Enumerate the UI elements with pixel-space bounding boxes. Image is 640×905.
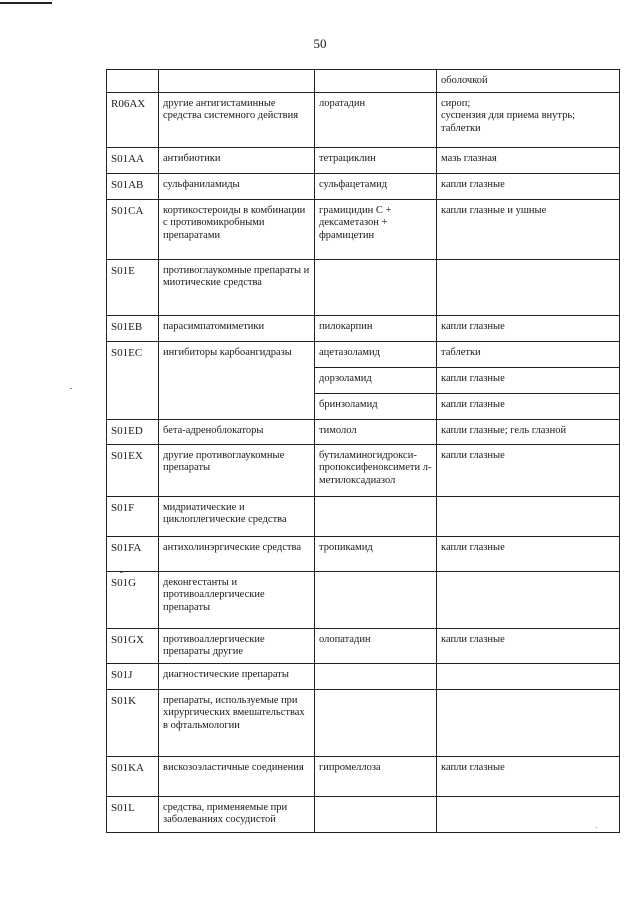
dosage-form: капли глазные — [437, 536, 620, 571]
atc-group-name: кортикостероиды в комбинации с противомикробными препаратами — [159, 199, 315, 259]
table-row — [107, 536, 620, 571]
atc-code: S01EX — [107, 444, 159, 496]
scan-speck — [596, 827, 597, 828]
table-row — [107, 571, 620, 628]
dosage-form — [437, 259, 620, 315]
inn-name: бринзоламид — [315, 393, 437, 419]
inn-name: тропикамид — [315, 536, 437, 571]
atc-group-name: парасимпатомиметики — [159, 315, 315, 341]
dosage-form — [437, 689, 620, 756]
inn-name: лоратадин — [315, 92, 437, 147]
dosage-form: капли глазные — [437, 367, 620, 393]
inn-name: тетрациклин — [315, 147, 437, 173]
table-row — [107, 199, 620, 259]
inn-name: гипромеллоза — [315, 756, 437, 796]
table-row — [107, 419, 620, 444]
table-row — [107, 496, 620, 536]
inn-name — [315, 796, 437, 832]
dosage-form: капли глазные — [437, 628, 620, 663]
dosage-form: капли глазные — [437, 444, 620, 496]
table-row — [107, 173, 620, 199]
table-row — [107, 259, 620, 315]
scan-edge-mark — [0, 2, 52, 4]
table-row — [107, 315, 620, 341]
dosage-form — [437, 796, 620, 832]
dosage-form: капли глазные — [437, 756, 620, 796]
atc-group-name: мидриатические и циклоплегические средства — [159, 496, 315, 536]
dosage-form: капли глазные — [437, 173, 620, 199]
atc-code: S01EB — [107, 315, 159, 341]
atc-code: S01KA — [107, 756, 159, 796]
table-row — [107, 628, 620, 663]
inn-name: тимолол — [315, 419, 437, 444]
inn-name — [315, 259, 437, 315]
atc-group-name: средства, применяемые при заболеваниях сосудистой — [159, 796, 315, 832]
dosage-form — [437, 571, 620, 628]
table-row — [107, 341, 620, 367]
atc-group-name: противоглаукомные препараты и миотические средства — [159, 259, 315, 315]
dosage-form — [437, 663, 620, 689]
atc-code: S01GX — [107, 628, 159, 663]
atc-group-name: другие антигистаминные средства системного действия — [159, 92, 315, 147]
atc-group-name: вискозоэластичные соединения — [159, 756, 315, 796]
atc-group-name — [159, 70, 315, 93]
atc-group-name: диагностические препараты — [159, 663, 315, 689]
table-row — [107, 92, 620, 147]
atc-code: R06AX — [107, 92, 159, 147]
inn-name: ацетазоламид — [315, 341, 437, 367]
atc-code: S01K — [107, 689, 159, 756]
inn-name — [315, 496, 437, 536]
inn-name: пилокарпин — [315, 315, 437, 341]
table-row — [107, 147, 620, 173]
page-number: 50 — [313, 36, 327, 51]
atc-code: S01CA — [107, 199, 159, 259]
inn-name — [315, 663, 437, 689]
dosage-form: капли глазные — [437, 315, 620, 341]
table-row — [107, 756, 620, 796]
atc-code: S01J — [107, 663, 159, 689]
scan-speck — [70, 388, 72, 389]
table-row — [107, 796, 620, 832]
table-row — [107, 689, 620, 756]
atc-group-name: другие противоглаукомные препараты — [159, 444, 315, 496]
inn-name: дорзоламид — [315, 367, 437, 393]
atc-code: S01F — [107, 496, 159, 536]
atc-group-name: ингибиторы карбоангидразы — [159, 341, 315, 419]
atc-group-name: препараты, используемые при хирургических вмешательствах в офтальмологии — [159, 689, 315, 756]
table-row — [107, 70, 620, 93]
inn-name — [315, 70, 437, 93]
atc-code: S01FA — [107, 536, 159, 571]
dosage-form: мазь глазная — [437, 147, 620, 173]
inn-name: бутиламиногидрокси-пропоксифеноксимети л-метилоксадиазол — [315, 444, 437, 496]
inn-name — [315, 571, 437, 628]
inn-name — [315, 689, 437, 756]
atc-group-name: бета-адреноблокаторы — [159, 419, 315, 444]
atc-group-name: деконгестанты и противоаллергические препараты — [159, 571, 315, 628]
dosage-form: капли глазные — [437, 393, 620, 419]
scan-speck — [120, 572, 123, 573]
atc-code: S01EC — [107, 341, 159, 419]
atc-code — [107, 70, 159, 93]
dosage-form: капли глазные; гель глазной — [437, 419, 620, 444]
atc-group-name: антихолинэргические средства — [159, 536, 315, 571]
dosage-form: сироп; суспензия для приема внутрь; таблетки — [437, 92, 620, 147]
drug-classification-table — [106, 69, 620, 833]
dosage-form: оболочкой — [437, 70, 620, 93]
inn-name: олопатадин — [315, 628, 437, 663]
atc-group-name: сульфаниламиды — [159, 173, 315, 199]
inn-name: сульфацетамид — [315, 173, 437, 199]
table-row — [107, 444, 620, 496]
atc-group-name: антибиотики — [159, 147, 315, 173]
atc-code: S01ED — [107, 419, 159, 444]
atc-code: S01AB — [107, 173, 159, 199]
atc-group-name: противоаллергические препараты другие — [159, 628, 315, 663]
dosage-form: капли глазные и ушные — [437, 199, 620, 259]
inn-name: грамицидин С + дексаметазон + фрамицетин — [315, 199, 437, 259]
atc-code: S01E — [107, 259, 159, 315]
atc-code: S01G — [107, 571, 159, 628]
dosage-form — [437, 496, 620, 536]
dosage-form: таблетки — [437, 341, 620, 367]
atc-code: S01AA — [107, 147, 159, 173]
table-row — [107, 663, 620, 689]
atc-code: S01L — [107, 796, 159, 832]
